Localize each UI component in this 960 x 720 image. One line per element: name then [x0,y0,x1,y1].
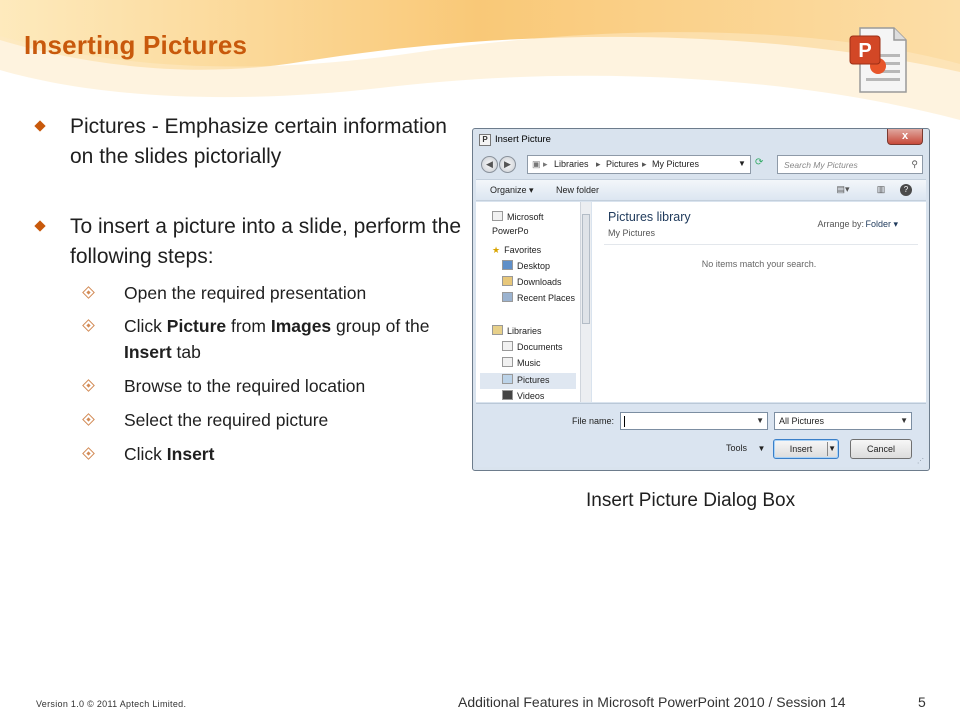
nav-item-microsoft-powerpoint[interactable]: Microsoft PowerPo [492,212,544,236]
address-bar[interactable] [527,155,751,174]
address-row [479,153,923,175]
step-click-insert: Click Insert [36,441,466,467]
chevron-down-icon[interactable]: ▼ [828,444,836,453]
powerpoint-small-icon: P [479,134,491,146]
chevron-down-icon[interactable]: ▼ [756,416,764,425]
slide-title: Inserting Pictures [24,30,248,60]
nav-item-recent-places[interactable]: Recent Places [502,291,575,305]
nav-item-pictures[interactable]: Pictures [502,373,550,387]
scrollbar-thumb[interactable] [582,214,590,324]
dialog-toolbar [476,179,926,201]
logo-letter: P [858,40,872,62]
nav-item-favorites[interactable]: ★ Favorites [492,245,542,255]
back-arrow-icon[interactable]: ◀ [481,156,498,173]
search-placeholder: Search My Pictures [784,160,858,170]
footer-version: Version 1.0 © 2011 Aptech Limited. [36,699,187,709]
file-type-value: All Pictures [779,416,825,426]
pictures-icon [502,374,513,384]
divider [604,244,918,245]
refresh-icon[interactable]: ⟳ [755,157,764,168]
file-type-select[interactable] [774,412,912,430]
bullet-insert-steps: To insert a picture into a slide, perform the following steps: [36,212,466,272]
close-icon[interactable]: x [887,129,923,145]
text-cursor [624,416,625,427]
dialog-titlebar [473,129,929,151]
sub-bullet-icon [82,286,95,299]
arrange-by-label: Arrange by: [817,219,864,229]
nav-item-music[interactable]: Music [502,356,541,370]
library-folder-icon: ▣ ▸ [532,159,548,169]
tools-button[interactable]: Tools ▼ [726,443,766,453]
bullet-diamond-icon [34,220,45,231]
dialog-footer [476,403,926,467]
step-browse: Browse to the required location [36,373,466,399]
powerpoint-logo-icon [846,24,910,96]
downloads-icon [502,276,513,286]
chevron-down-icon: ▼ [757,444,766,453]
step-click-picture: Click Picture from Images group of the Insert tab [36,313,466,365]
file-name-input[interactable] [620,412,768,430]
nav-item-desktop[interactable]: Desktop [502,259,550,273]
nav-item-documents[interactable]: Documents [502,340,563,354]
insert-button[interactable]: Insert ▼ [773,439,839,459]
cancel-button[interactable]: Cancel [850,439,912,459]
sub-bullet-icon [82,319,95,332]
breadcrumb-separator-icon: ▸ [642,159,647,169]
videos-icon [502,390,513,400]
bullet-list [36,112,466,467]
breadcrumb-my-pictures[interactable]: My Pictures [652,159,700,169]
chevron-down-icon[interactable]: ▼ [900,416,908,425]
footer-course-title: Additional Features in Microsoft PowerPoint 2010 / Session 14 [458,694,846,710]
view-options-icon[interactable]: ▤▾ [836,184,850,194]
breadcrumb-pictures[interactable]: Pictures [606,159,639,169]
arrange-by-dropdown[interactable]: Folder ▾ [865,219,898,229]
organize-button[interactable]: Organize ▾ [490,185,534,195]
star-icon: ★ [492,245,501,255]
desktop-icon [502,260,513,270]
forward-arrow-icon[interactable]: ▶ [499,156,516,173]
libraries-icon [492,325,503,335]
new-folder-button[interactable]: New folder [556,185,600,195]
dialog-title: Insert Picture [495,134,551,145]
search-input[interactable] [777,155,923,174]
music-icon [502,357,513,367]
file-name-label: File name: [572,416,615,426]
insert-picture-dialog [472,128,930,471]
help-icon[interactable]: ? [900,184,912,196]
step-select-picture: Select the required picture [36,407,466,433]
sub-bullet-icon [82,447,95,460]
breadcrumb-separator-icon: ▸ [596,159,601,169]
sub-bullet-icon [82,413,95,426]
search-icon[interactable]: ⚲ [911,159,918,169]
nav-scrollbar[interactable] [580,202,591,402]
recent-places-icon [502,292,513,302]
file-list-area [592,202,926,402]
documents-icon [502,341,513,351]
header-glow-background [0,0,960,130]
bullet-diamond-icon [34,120,45,131]
nav-item-videos[interactable]: Videos [502,389,544,403]
library-subtitle: My Pictures [608,228,656,238]
powerpoint-folder-icon [492,211,503,221]
navigation-pane [476,202,582,402]
nav-item-downloads[interactable]: Downloads [502,275,562,289]
bullet-pictures: Pictures - Emphasize certain information on the slides pictorially [36,112,466,172]
nav-item-libraries[interactable]: Libraries [492,324,542,338]
resize-grip-icon[interactable]: ⋰ [917,458,924,465]
preview-pane-icon[interactable]: ▥ [876,184,886,194]
dialog-caption: Insert Picture Dialog Box [586,490,796,511]
page-number: 5 [918,694,926,710]
sub-bullet-icon [82,379,95,392]
chevron-down-icon[interactable]: ▼ [738,159,746,168]
library-title: Pictures library [608,210,691,224]
breadcrumb-libraries[interactable]: Libraries [554,159,589,169]
step-open-presentation: Open the required presentation [36,280,466,306]
empty-message: No items match your search. [701,259,817,269]
